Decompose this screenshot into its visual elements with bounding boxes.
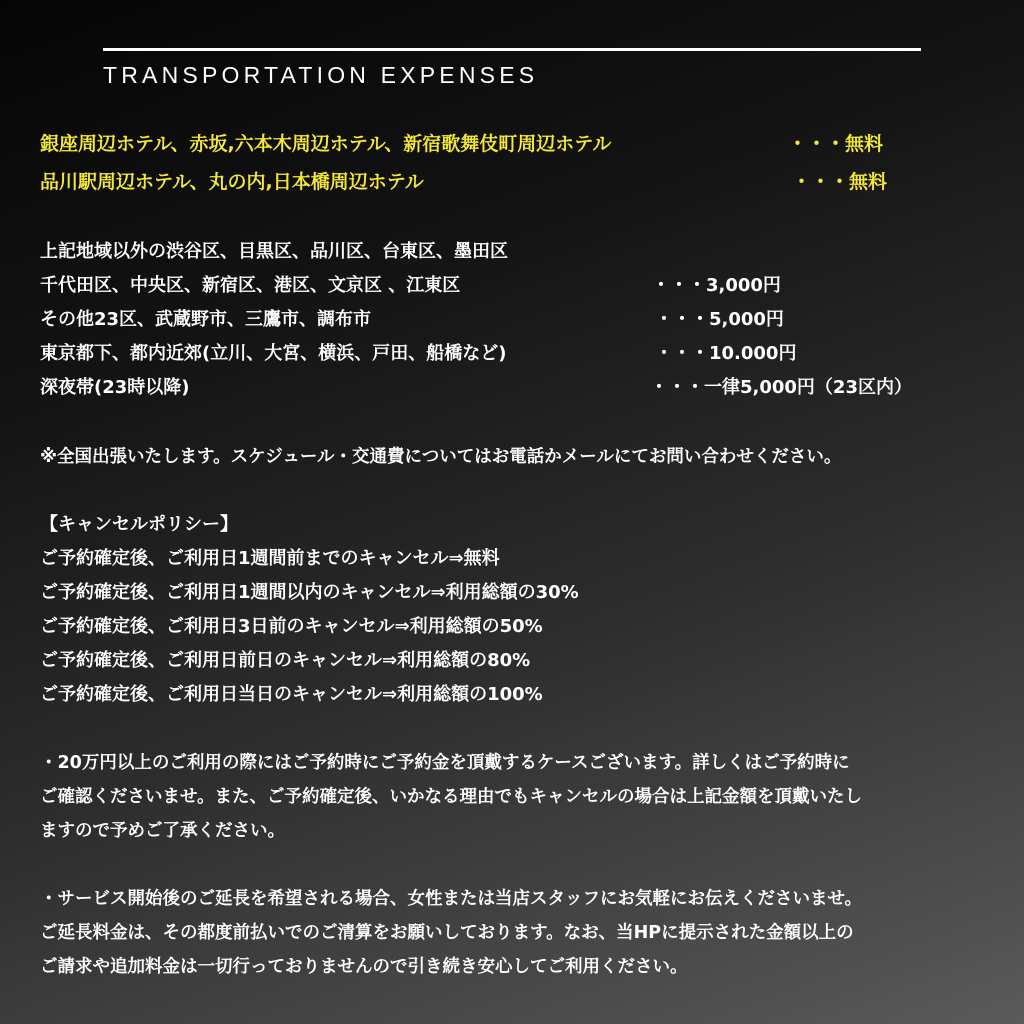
header-rule	[103, 48, 921, 51]
page-title: TRANSPORTATION EXPENSES	[103, 62, 539, 88]
cancel-policy-item-4: ご予約確定後、ご利用日前日のキャンセル⇒利用総額の80%	[40, 650, 531, 671]
nationwide-note: ※全国出張いたします。スケジュール・交通費についてはお電話かメールにてお問い合わせください。	[40, 447, 842, 467]
fee-row-1-price: ・・・3,000円	[652, 275, 781, 296]
cancel-policy-item-1: ご予約確定後、ご利用日1週間前までのキャンセル⇒無料	[40, 548, 500, 569]
fee-row-3-price: ・・・10.000円	[655, 343, 797, 364]
fee-row-1-area: 千代田区、中央区、新宿区、港区、文京区 、江東区	[40, 275, 461, 296]
cancel-policy-item-3: ご予約確定後、ご利用日3日前のキャンセル⇒利用総額の50%	[40, 616, 543, 637]
fees-intro: 上記地域以外の渋谷区、目黒区、品川区、台東区、墨田区	[40, 241, 508, 262]
free-area-2-price: ・・・無料	[792, 171, 888, 193]
extension-note-line-1: ・サービス開始後のご延長を希望される場合、女性または当店スタッフにお気軽にお伝えくださいませ。	[40, 889, 862, 909]
extension-note-line-3: ご請求や追加料金は一切行っておりませんので引き続き安心してご利用ください。	[40, 957, 688, 977]
fee-row-3-area: 東京都下、都内近郊(立川、大宮、横浜、戸田、船橋など)	[40, 343, 507, 364]
cancel-policy-item-2: ご予約確定後、ご利用日1週間以内のキャンセル⇒利用総額の30%	[40, 582, 579, 603]
cancel-policy-item-5: ご予約確定後、ご利用日当日のキャンセル⇒利用総額の100%	[40, 684, 543, 705]
fee-row-4-price: ・・・一律5,000円（23区内）	[650, 377, 912, 398]
deposit-note-line-1: ・20万円以上のご利用の際にはご予約時にご予約金を頂戴するケースございます。詳しくはご予約時に	[40, 753, 850, 773]
fee-row-2-price: ・・・5,000円	[655, 309, 784, 330]
deposit-note-line-3: ますので予めご了承ください。	[40, 821, 285, 841]
free-area-1: 銀座周辺ホテル、赤坂,六本木周辺ホテル、新宿歌舞伎町周辺ホテル	[40, 133, 612, 155]
free-area-2: 品川駅周辺ホテル、丸の内,日本橋周辺ホテル	[40, 171, 424, 193]
cancel-policy-heading: 【キャンセルポリシー】	[40, 514, 238, 535]
fee-row-2-area: その他23区、武蔵野市、三鷹市、調布市	[40, 309, 372, 330]
deposit-note-line-2: ご確認くださいませ。また、ご予約確定後、いかなる理由でもキャンセルの場合は上記金額を頂戴いたし	[40, 787, 862, 807]
extension-note-line-2: ご延長料金は、その都度前払いでのご清算をお願いしております。なお、当HPに提示された金額以上の	[40, 923, 854, 943]
fee-row-4-area: 深夜帯(23時以降)	[40, 377, 190, 398]
free-area-1-price: ・・・無料	[788, 133, 884, 155]
